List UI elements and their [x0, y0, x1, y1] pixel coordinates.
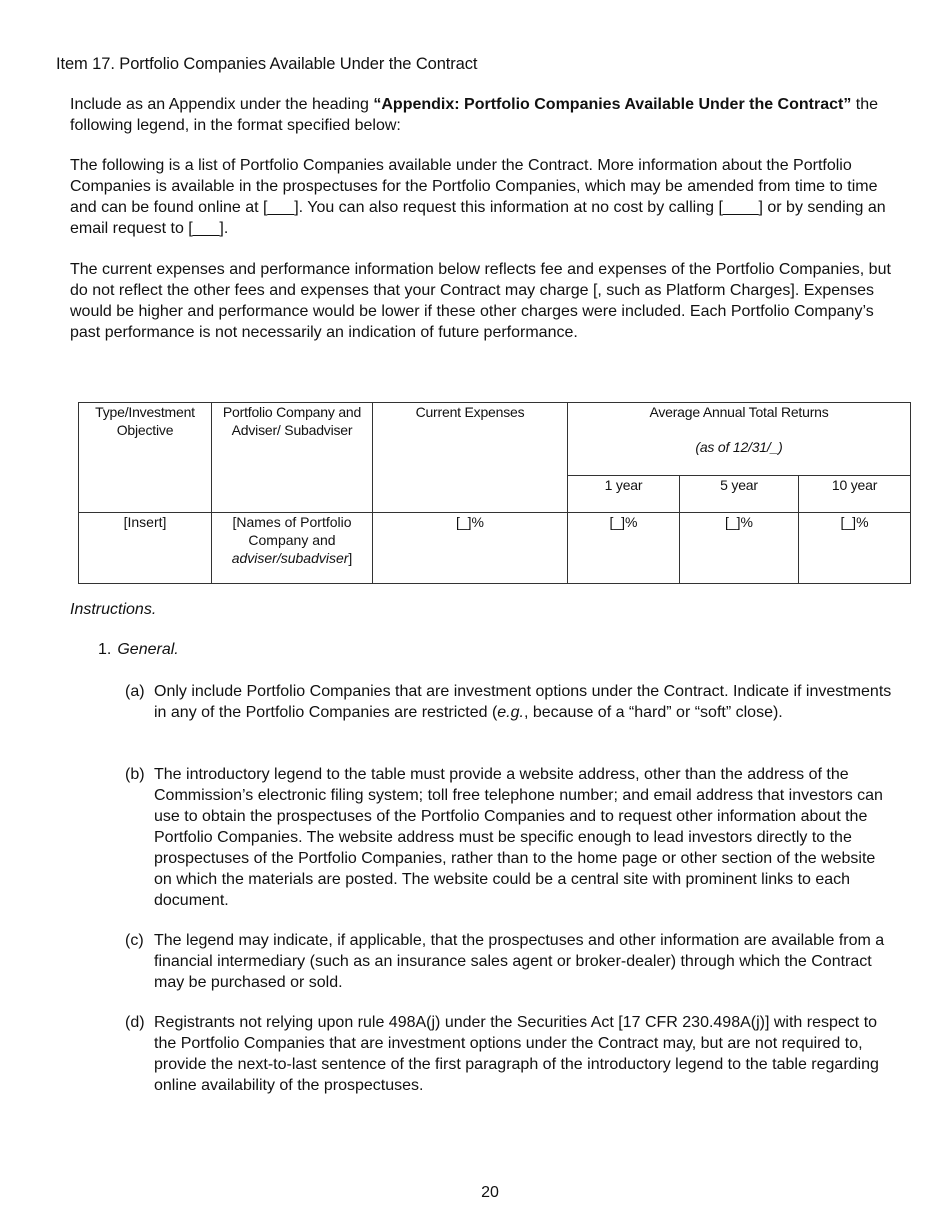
header-current-expenses: Current Expenses — [373, 403, 568, 513]
list-item — [125, 764, 895, 911]
item-letter: (a) — [125, 683, 145, 700]
header-portfolio-company: Portfolio Company and Adviser/ Subadviser — [212, 403, 373, 513]
header-type-objective: Type/Investment Objective — [79, 403, 212, 513]
general-heading — [98, 641, 179, 659]
page-number: 20 — [481, 1184, 499, 1201]
returns-title: Average Annual Total Returns — [649, 404, 829, 420]
cell-company — [212, 513, 373, 584]
header-average-annual-returns — [568, 403, 911, 476]
list-item — [125, 930, 895, 993]
item-text: Registrants not relying upon rule 498A(j) under the Securities Act [17 CFR 230.498A(j)] with respect to the Portfolio Companies that are investment options under the Contract may, but are not required to, provide the next-to-last sentence of the first paragraph of the introductory legend to the table regarding online availability of the prospectuses. — [154, 1014, 879, 1094]
list-item — [125, 1012, 895, 1096]
legend-paragraph-2: The current expenses and performance information below reflects fee and expenses of the Portfolio Companies, but do not reflect the other fees and expenses that your Contract may charge [, such as Platform Charges]. Expenses would be higher and performance would be lower if these other charges were included. Each Portfolio Company’s past performance is not necessarily an indication of future performance. — [70, 261, 891, 341]
list-item — [125, 681, 895, 723]
header-5-year: 5 year — [680, 476, 799, 513]
cell-company-c: ] — [348, 550, 353, 566]
item-text — [154, 681, 895, 723]
portfolio-companies-table — [78, 402, 911, 584]
general-label: General. — [117, 641, 179, 658]
cell-company-a: [Names of Portfolio Company and — [232, 514, 352, 548]
cell-return-10yr: [_]% — [799, 513, 911, 584]
legend-paragraph-1: The following is a list of Portfolio Companies available under the Contract. More information about the Portfolio Companies is available in the prospectuses for the Portfolio Companies, which may be amended from time to time and can be found online at [___]. You can also request this information at no cost by calling [____] or by sending an email request to [___]. — [70, 157, 886, 237]
item-a-text-part2: , because of a “hard” or “soft” close). — [523, 704, 783, 721]
cell-return-1yr: [_]% — [568, 513, 680, 584]
item-a-eg: e.g. — [497, 704, 524, 721]
cell-expenses: [_]% — [373, 513, 568, 584]
cell-return-5yr: [_]% — [680, 513, 799, 584]
item-heading: Item 17. Portfolio Companies Available Under the Contract — [56, 55, 478, 73]
returns-as-of-date: (as of 12/31/_) — [695, 439, 783, 455]
item-letter: (b) — [125, 766, 145, 783]
appendix-instruction — [70, 94, 900, 136]
header-10-year: 10 year — [799, 476, 911, 513]
intro-after: the following legend, in the format specified below: — [70, 96, 879, 134]
instructions-label: Instructions. — [70, 601, 157, 618]
item-letter: (c) — [125, 932, 144, 949]
appendix-heading-text: “Appendix: Portfolio Companies Available Under the Contract” — [373, 96, 852, 113]
intro-before: Include as an Appendix under the heading — [70, 96, 374, 113]
table-row — [79, 513, 911, 584]
general-number: 1. — [98, 641, 112, 658]
item-a-text-part1: Only include Portfolio Companies that are investment options under the Contract. Indicate if investments in any of the Portfolio Companies are restricted ( — [154, 683, 892, 721]
cell-type: [Insert] — [79, 513, 212, 584]
header-1-year: 1 year — [568, 476, 680, 513]
item-text: The legend may indicate, if applicable, that the prospectuses and other information are available from a financial intermediary (such as an insurance sales agent or broker-dealer) through which the Contract may be purchased or sold. — [154, 932, 885, 991]
cell-company-b: adviser/subadviser — [231, 550, 349, 566]
item-text: The introductory legend to the table must provide a website address, other than the address of the Commission’s electronic filing system; toll free telephone number; and email address that investors can use to obtain the prospectuses of the Portfolio Companies and to request other information about the Portfolio Companies. The website address must be specific enough to lead investors directly to the prospectuses of the Portfolio Companies, rather than to the home page or other section of the website on which the materials are posted. The website could be a central site with prominent links to each document. — [154, 766, 883, 909]
item-letter: (d) — [125, 1014, 145, 1031]
